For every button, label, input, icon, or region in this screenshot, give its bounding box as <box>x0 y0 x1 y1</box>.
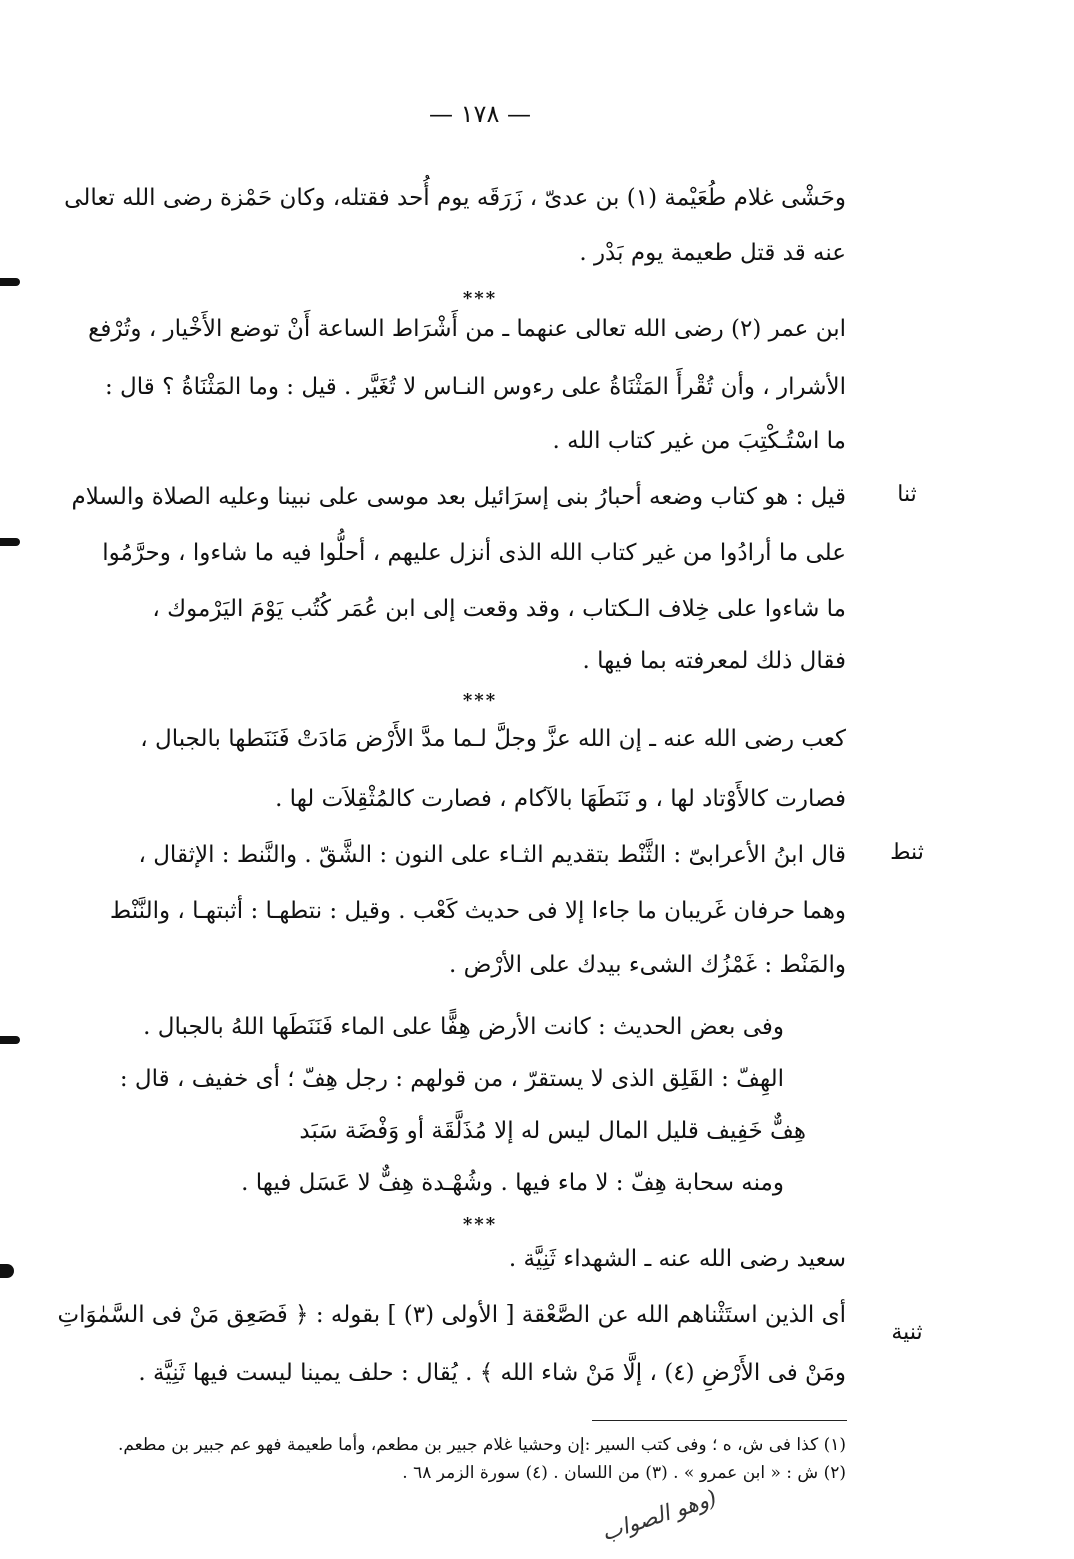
text-line: ما شاءوا على خِلاف الـكتاب ، وقد وقعت إلى ابن عُمَر كُتُب يَوْمَ اليَرْموك ، <box>152 596 846 622</box>
text-line: أى الذين استَثْناهم الله عن الصَّعْقة [ الأولى (٣) ] بقوله : ﴿ فَصَعِق مَنْ فى السَّمٰوَاتِ <box>57 1302 846 1328</box>
text-line: الأشرار ، وأن تُقْرأَ المَثْنَاةُ على رءوس النـاس لا تُغَيَّر . قيل : وما المَثْنَاةُ ؟ قال : <box>105 374 846 400</box>
margin-tick-mark <box>0 1264 14 1278</box>
text-line: قال ابنُ الأعرابىّ : الثَّنْط بتقديم الثـاء على النون : الشَّقّ . والنَّنط : الإثقال ، <box>138 842 846 868</box>
footnote-line: (٢) ش : « ابن عمرو » . (٣) من اللسان . (٤) سورة الزمر ٦٨ . <box>402 1463 846 1483</box>
margin-tick-mark <box>0 278 20 286</box>
text-line: عنه قد قتل طعيمة يوم بَدْر . <box>579 240 846 266</box>
margin-headword: ثنية <box>891 1320 923 1345</box>
text-line: وفى بعض الحديث : كانت الأرض هِفًّا على الماء فَنَنَطَها اللهُ بالجبال . <box>143 1014 784 1040</box>
margin-tick-mark <box>0 1036 20 1044</box>
text-line: على ما أرادُوا من غير كتاب الله الذى أنزل عليهم ، أحلُّوا فيه ما شاءوا ، وحرَّمُوا <box>102 540 846 566</box>
text-line: وهما حرفان غَريبان ما جاءا إلا فى حديث كَعْب . وقيل : نتطهـا : أثبتهـا ، والنَّنْط <box>109 898 846 924</box>
text-line: قيل : هو كتاب وضعه أحبارُ بنى إسرَائيل بعد موسى على نبينا وعليه الصلاة والسلام <box>71 484 846 510</box>
text-line: ما اسْتُـكْتِبَ من غير كتاب الله . <box>552 428 846 454</box>
page-number: — ١٧٨ — <box>429 100 531 128</box>
text-line: الهِفّ : القَلِق الذى لا يستقرّ ، من قولهم : رجل هِفّ ؛ أى خفيف ، قال : <box>119 1066 784 1092</box>
text-line: وحَشْى غلام طُعَيْمة (١) بن عدىّ ، زَرَقَه يوم أُحد فقتله، وكان حَمْزة رضى الله تعالى <box>64 185 846 211</box>
text-line: فقال ذلك لمعرفته بما فيها . <box>582 648 846 674</box>
margin-tick-mark <box>0 538 20 546</box>
text-line: سعيد رضى الله عنه ـ الشهداء ثَنِيَّة . <box>508 1246 846 1272</box>
text-line: ومنه سحابة هِفّ : لا ماء فيها . وشُهْـدة هِفٌّ لا عَسَل فيها . <box>241 1170 784 1196</box>
handwritten-note: (وهو الصواب <box>598 1485 720 1547</box>
text-line: ابن عمر (٢) رضى الله تعالى عنهما ـ من أَشْرَاط الساعة أَنْ توضع الأَخْيار ، وتُرْفع <box>88 316 846 342</box>
text-line: فصارت كالأَوْتاد لها ، و نَنَطَهَا بالآكام ، فصارت كالمُثْقِلاَت لها . <box>275 786 846 812</box>
section-separator: *** <box>462 690 498 711</box>
footnote-line: (١) كذا فى ش، ه ؛ وفى كتب السير :إن وحشيا غلام جبير بن مطعم، وأما طعيمة فهو عم جبير بن مطعم. <box>117 1435 846 1455</box>
poetry-verse: هِفٌّ خَفِيف قليل المال ليس له إلا مُذَلَّقَة أو وَفْضَة سَبَد <box>299 1118 806 1144</box>
text-line: كعب رضى الله عنه ـ إن الله عزَّ وجلَّ لـما مدَّ الأَرْض مَادَتْ فَنَنَطها بالجبال ، <box>140 726 846 752</box>
footnote-rule <box>592 1420 847 1421</box>
margin-headword: ثنط <box>890 840 924 865</box>
margin-headword: ثنا <box>897 482 917 507</box>
text-line: والمَنْط : غَمْزُك الشىء بيدك على الأرْض . <box>449 952 846 978</box>
text-line: ومَنْ فى الأَرْضِ (٤) ، إلَّا مَنْ شاء الله ﴾ . يُقال : حلف يمينا ليست فيها ثَنِيَّة . <box>138 1360 846 1386</box>
section-separator: *** <box>462 288 498 309</box>
section-separator: *** <box>462 1214 498 1235</box>
